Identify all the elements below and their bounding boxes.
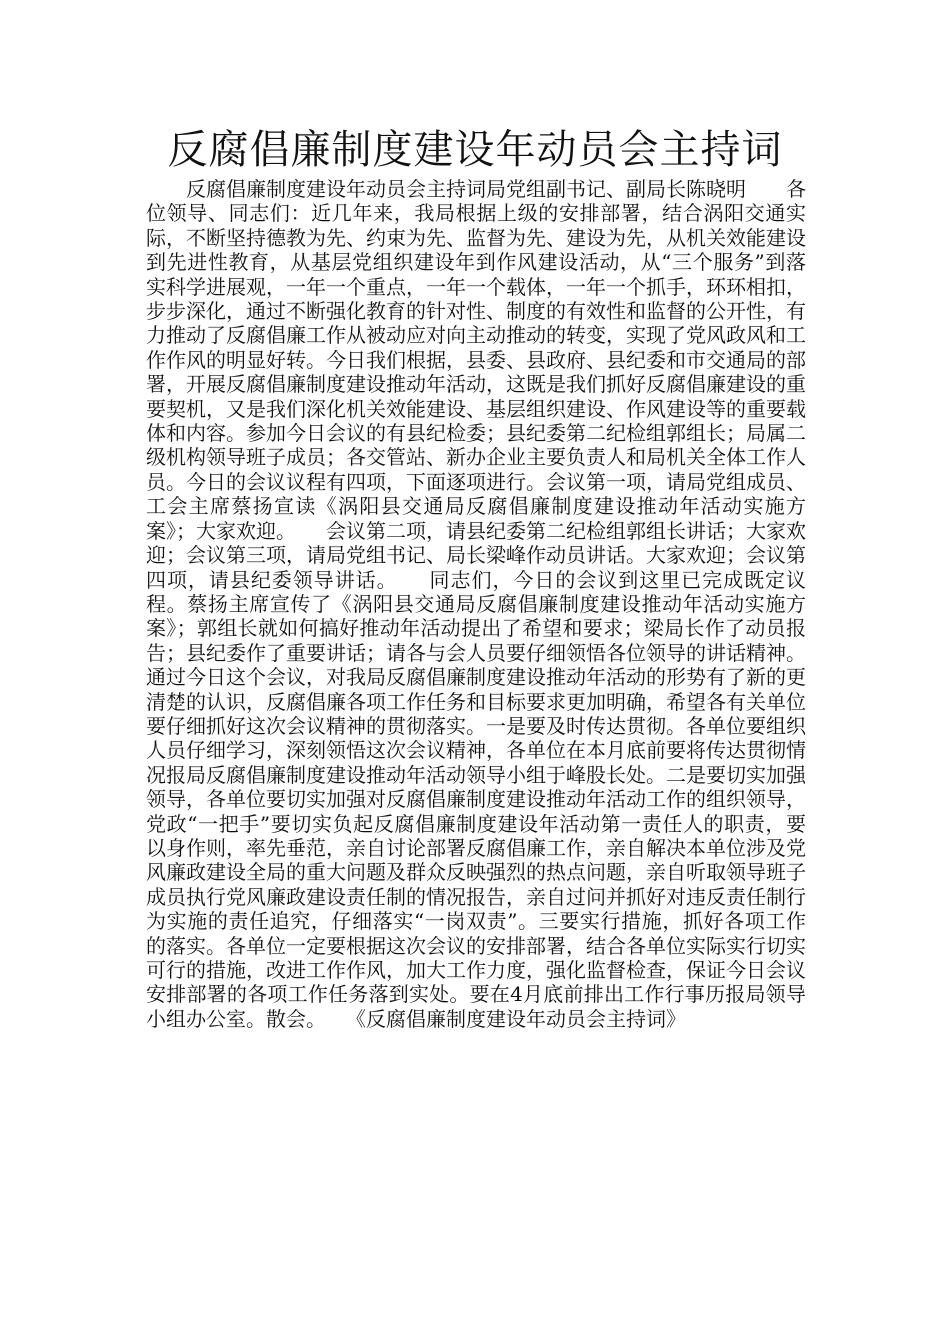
document-title: 反腐倡廉制度建设年动员会主持词 bbox=[167, 127, 783, 173]
document-body-paragraph: 反腐倡廉制度建设年动员会主持词局党组副书记、副局长陈晓明 各位领导、同志们：近几年来，我局根据上级的安排部署，结合涡阳交通实际，不断坚持德教为先、约束为先、监督为先、建设为先，从机关效能建设到先进性教育，从基层党组织建设年到作风建设活动，从“三个服务”到落实科学进展观，一年一个重点，一年一个载体，一年一个抓手，环环相扣，步步深化，通过不断强化教育的针对性、制度的有效性和监督的公开性，有力推动了反腐倡廉工作从被动应对向主动推动的转变，实现了党风政风和工作作风的明显好转。今日我们根据，县委、县政府、县纪委和市交通局的部署，开展反腐倡廉制度建设推动年活动，这既是我们抓好反腐倡廉建设的重要契机，又是我们深化机关效能建设、基层组织建设、作风建设等的重要载体和内容。参加今日会议的有县纪检委；县纪委第二纪检组郭组长；局属二级机构领导班子成员；各交管站、新办企业主要负责人和局机关全体工作人员。今日的会议议程有四项，下面逐项进行。会议第一项，请局党组成员、工会主席蔡扬宣读《涡阳县交通局反腐倡廉制度建设推动年活动实施方案》；大家欢迎。 会议第二项，请县纪委第二纪检组郭组长讲话；大家欢迎；会议第三项，请局党组书记、局长梁峰作动员讲话。大家欢迎；会议第四项，请县纪委领导讲话。 同志们，今日的会议到这里已完成既定议程。蔡扬主席宣传了《涡阳县交通局反腐倡廉制度建设推动年活动实施方案》；郭组长就如何搞好推动年活动提出了希望和要求；梁局长作了动员报告；县纪委作了重要讲话；请各与会人员要仔细领悟各位领导的讲话精神。通过今日这个会议，对我局反腐倡廉制度建设推动年活动的形势有了新的更清楚的认识，反腐倡廉各项工作任务和目标要求更加明确，希望各有关单位要仔细抓好这次会议精神的贯彻落实。一是要及时传达贯彻。各单位要组织人员仔细学习，深刻领悟这次会议精神，各单位在本月底前要将传达贯彻情况报局反腐倡廉制度建设推动年活动领导小组于峰股长处。二是要切实加强领导，各单位要切实加强对反腐倡廉制度建设推动年活动工作的组织领导，党政“一把手”要切实负起反腐倡廉制度建设年活动第一责任人的职责，要以身作则，率先垂范，亲自讨论部署反腐倡廉工作，亲自解决本单位涉及党风廉政建设全局的重大问题及群众反映强烈的热点问题，亲自听取领导班子成员执行党风廉政建设责任制的情况报告，亲自过问并抓好对违反责任制行为实施的责任追究，仔细落实“一岗双责”。三要实行措施，抓好各项工作的落实。各单位一定要根据这次会议的安排部署，结合各单位实际实行切实可行的措施，改进工作作风，加大工作力度，强化监督检查，保证今日会议安排部署的各项工作任务落到实处。要在4月底前排出工作行事历报局领导小组办公室。散会。 《反腐倡廉制度建设年动员会主持词》 bbox=[146, 177, 806, 1031]
